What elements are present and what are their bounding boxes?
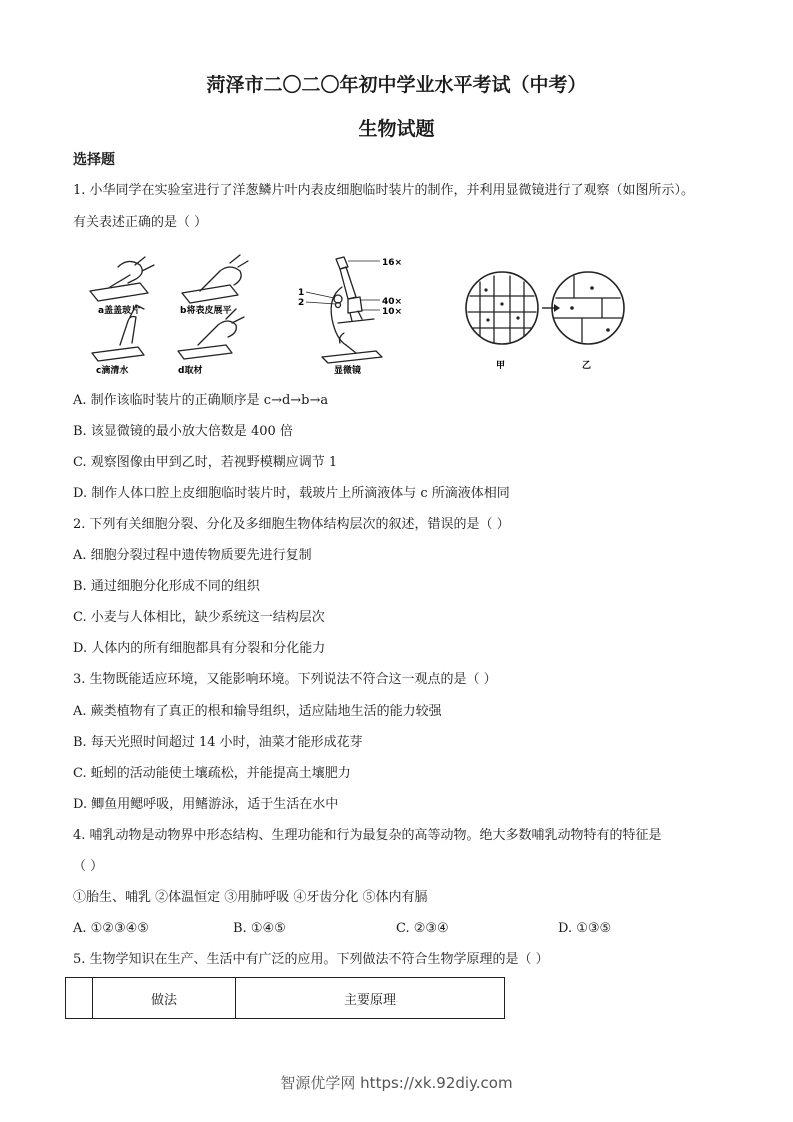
q4-option-b[interactable]: B. ①④⑤ [233, 921, 286, 936]
step-a-sketch [90, 257, 154, 301]
q5-stem: 5. 生物学知识在生产、生活中有广泛的应用。下列做法不符合生物学原理的是（ ） [73, 952, 549, 967]
section-heading: 选择题 [73, 152, 115, 168]
exam-subtitle: 生物试题 [358, 118, 435, 140]
q3-option-c[interactable]: C. 蚯蚓的活动能使土壤疏松，并能提高土壤肥力 [73, 766, 351, 781]
q2-option-b[interactable]: B. 通过细胞分化形成不同的组织 [73, 579, 260, 594]
table-row [66, 978, 505, 1019]
table-header-method: 做法 [93, 978, 236, 1019]
q1-option-c[interactable]: C. 观察图像由甲到乙时，若视野模糊应调节 1 [73, 455, 338, 470]
q4-stem-cont: （ ） [73, 859, 104, 874]
step-b-label: b将表皮展平 [180, 306, 232, 316]
q2-option-d[interactable]: D. 人体内的所有细胞都具有分裂和分化能力 [73, 641, 326, 656]
view-b-cells [552, 272, 624, 344]
q1-option-a[interactable]: A. 制作该临时装片的正确顺序是 c→d→b→a [73, 393, 329, 408]
step-a-label: a盖盖玻片 [98, 306, 141, 316]
q1-stem-line1: 1. 小华同学在实验室进行了洋葱鳞片叶内表皮细胞临时装片的制作，并利用显微镜进行了观察（如图所示）。 [73, 183, 695, 198]
step-c-label: c滴清水 [96, 366, 129, 376]
q3-option-a[interactable]: A. 蕨类植物有了真正的根和输导组织，适应陆地生活的能力较强 [73, 704, 442, 719]
label-fine-adjust: 2 [298, 298, 305, 308]
view-a-cells [466, 272, 538, 344]
q4-option-c[interactable]: C. ②③④ [396, 921, 449, 936]
exam-title: 菏泽市二〇二〇年初中学业水平考试（中考） [206, 74, 587, 96]
view-b-label: 乙 [582, 361, 592, 371]
label-coarse-adjust: 1 [298, 288, 305, 298]
q4-option-a[interactable]: A. ①②③④⑤ [73, 921, 149, 936]
microscope-label: 显微镜 [334, 366, 362, 376]
q1-option-b[interactable]: B. 该显微镜的最小放大倍数是 400 倍 [73, 424, 293, 439]
eyepiece-label: 16× [382, 258, 403, 268]
table-header-principle: 主要原理 [236, 978, 505, 1019]
table-header-index [66, 978, 93, 1019]
view-a-label: 甲 [496, 361, 506, 371]
field-of-view-figure [462, 268, 630, 378]
q4-items: ①胎生、哺乳 ②体温恒定 ③用肺呼吸 ④牙齿分化 ⑤体内有膈 [73, 890, 428, 905]
q1-option-d[interactable]: D. 制作人体口腔上皮细胞临时装片时，载玻片上所滴液体与 c 所滴液体相同 [73, 486, 510, 501]
step-b-sketch [182, 255, 248, 303]
q2-stem: 2. 下列有关细胞分裂、分化及多细胞生物体结构层次的叙述，错误的是（ ） [73, 517, 510, 532]
q3-option-d[interactable]: D. 鲫鱼用鳃呼吸，用鳍游泳，适于生活在水中 [73, 797, 339, 812]
step-d-sketch [178, 309, 244, 359]
q1-stem-line2: 有关表述正确的是（ ） [73, 215, 208, 230]
q4-stem: 4. 哺乳动物是动物界中形态结构、生理功能和行为最复杂的高等动物。绝大多数哺乳动物特有的特征是 [73, 828, 662, 843]
objective-low-label: 10× [382, 307, 403, 317]
q2-option-c[interactable]: C. 小麦与人体相比，缺少系统这一结构层次 [73, 610, 325, 625]
q3-option-b[interactable]: B. 每天光照时间超过 14 小时，油菜才能形成花芽 [73, 735, 363, 750]
arrow-icon [542, 304, 560, 312]
q5-table [65, 977, 505, 1019]
slide-preparation-figure [80, 253, 260, 378]
q2-option-a[interactable]: A. 细胞分裂过程中遗传物质要先进行复制 [73, 548, 312, 563]
q3-stem: 3. 生物既能适应环境，又能影响环境。下列说法不符合这一观点的是（ ） [73, 672, 497, 687]
footer-watermark: 智源优学网 https://xk.92diy.com [280, 1074, 513, 1092]
objective-high-label: 40× [382, 297, 403, 307]
q4-option-d[interactable]: D. ①③⑤ [558, 921, 612, 936]
step-d-label: d取材 [178, 366, 203, 376]
microscope-figure [298, 253, 410, 378]
